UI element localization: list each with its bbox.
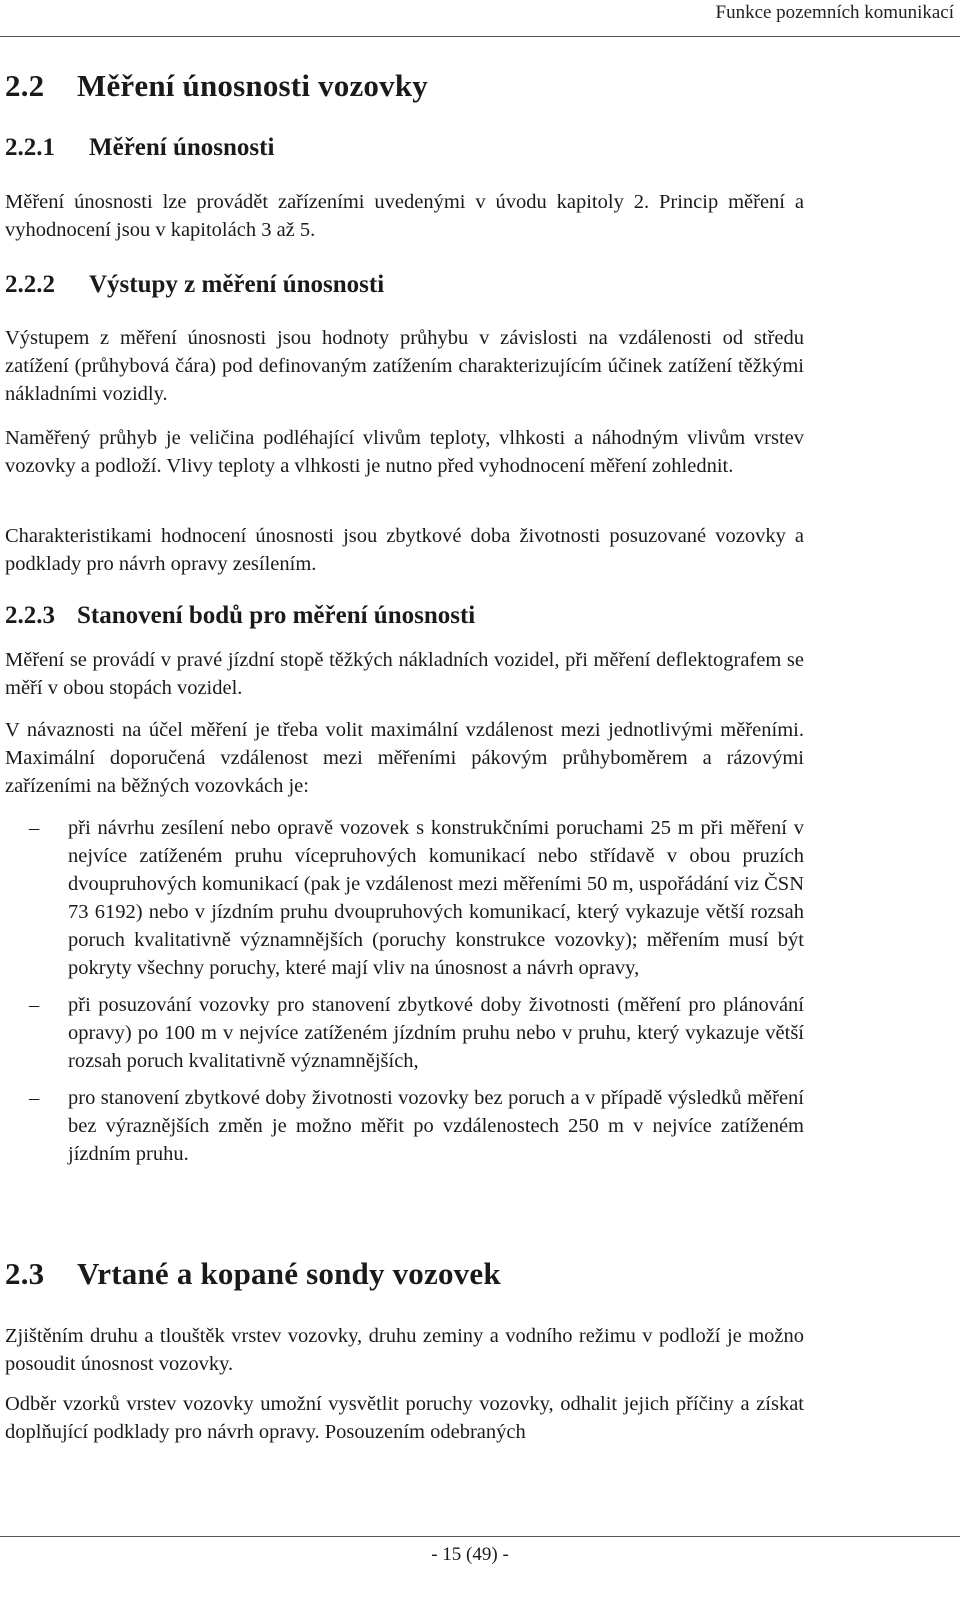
section-title: Vrtané a kopané sondy vozovek (77, 1256, 501, 1291)
section-title: Měření únosnosti (89, 134, 275, 161)
section-number: 2.3 (5, 1256, 45, 1291)
section-number: 2.2.1 (5, 134, 55, 161)
paragraph: Naměřený průhyb je veličina podléhající vlivům teploty, vlhkosti a náhodným vlivům vrstev vozovky a podloží. Vlivy teploty a vlhkosti je nutno před vyhodnocení měření zohlednit. (5, 427, 804, 477)
section-heading-2-2-2 (5, 271, 384, 299)
footer-rule (0, 1536, 960, 1537)
section-number: 2.2.3 (5, 602, 55, 629)
list-item (5, 991, 804, 1075)
section-heading-2-2 (5, 68, 428, 104)
running-header: Funkce pozemních komunikací (715, 2, 954, 23)
paragraph: Měření únosnosti lze provádět zařízeními uvedenými v úvodu kapitoly 2. Princip měření a vyhodnocení jsou v kapitolách 3 až 5. (5, 191, 804, 241)
section-number: 2.2 (5, 68, 45, 103)
paragraph: Zjištěním druhu a tlouštěk vrstev vozovky, druhu zeminy a vodního režimu v podloží je možno posoudit únosnost vozovky. (5, 1325, 804, 1375)
list-item-text: pro stanovení zbytkové doby životnosti vozovky bez poruch a v případě výsledků měření bez výraznějších změn je možno měřit po vzdálenostech 250 m v nejvíce zatíženém jízdním pruhu. (68, 1087, 804, 1165)
dash-marker: – (29, 1087, 40, 1109)
list-item (5, 1084, 804, 1168)
paragraph: V návaznosti na účel měření je třeba volit maximální vzdálenost mezi jednotlivými měřeními. Maximální doporučená vzdálenost mezi měřeními pákovým průhyboměrem a rázovými zařízeními na běžných vozovkách je: (5, 719, 804, 797)
page-number: - 15 (49) - (431, 1544, 509, 1565)
section-title: Výstupy z měření únosnosti (89, 271, 385, 298)
dash-marker: – (29, 817, 40, 839)
paragraph: Měření se provádí v pravé jízdní stopě těžkých nákladních vozidel, při měření deflektografem se měří v obou stopách vozidel. (5, 649, 804, 699)
section-title: Stanovení bodů pro měření únosnosti (77, 602, 476, 629)
paragraph: Výstupem z měření únosnosti jsou hodnoty průhybu v závislosti na vzdálenosti od středu zatížení (průhybová čára) pod definovaným zatížením charakterizujícím účinek zatížení těžkými nákladními vozidly. (5, 327, 804, 405)
section-number: 2.2.2 (5, 271, 55, 298)
section-title: Měření únosnosti vozovky (77, 68, 428, 103)
dash-marker: – (29, 994, 40, 1016)
paragraph: Odběr vzorků vrstev vozovky umožní vysvětlit poruchy vozovky, odhalit jejich příčiny a získat doplňující podklady pro návrh opravy. Posouzením odebraných (5, 1393, 804, 1443)
list-item-text: při posuzování vozovky pro stanovení zbytkové doby životnosti (měření pro plánování opravy) po 100 m v nejvíce zatíženém jízdním pruhu nebo v pruhu, který vykazuje větší rozsah poruch kvalitativně významnějších, (68, 994, 804, 1072)
distance-list (5, 814, 804, 1177)
section-heading-2-3 (5, 1256, 501, 1292)
list-item (5, 814, 804, 982)
section-heading-2-2-3 (5, 602, 475, 630)
list-item-text: při návrhu zesílení nebo opravě vozovek s konstrukčními poruchami 25 m při měření v nejvíce zatíženém pruhu vícepruhových komunikací nebo střídavě v obou pruzích dvoupruhových komunikací (pak je vzdálenost mezi měřeními 50 m, uspořádání viz ČSN 73 6192) nebo v jízdním pruhu dvoupruhových komunikací, který vykazuje větší rozsah poruch kvalitativně významnějších (poruchy konstrukce vozovky); měřením musí být pokryty všechny poruchy, které mají vliv na únosnost a návrh opravy, (68, 817, 804, 979)
paragraph: Charakteristikami hodnocení únosnosti jsou zbytkové doba životnosti posuzované vozovky a podklady pro návrh opravy zesílením. (5, 525, 804, 575)
header-rule (0, 36, 960, 37)
section-heading-2-2-1 (5, 134, 274, 162)
